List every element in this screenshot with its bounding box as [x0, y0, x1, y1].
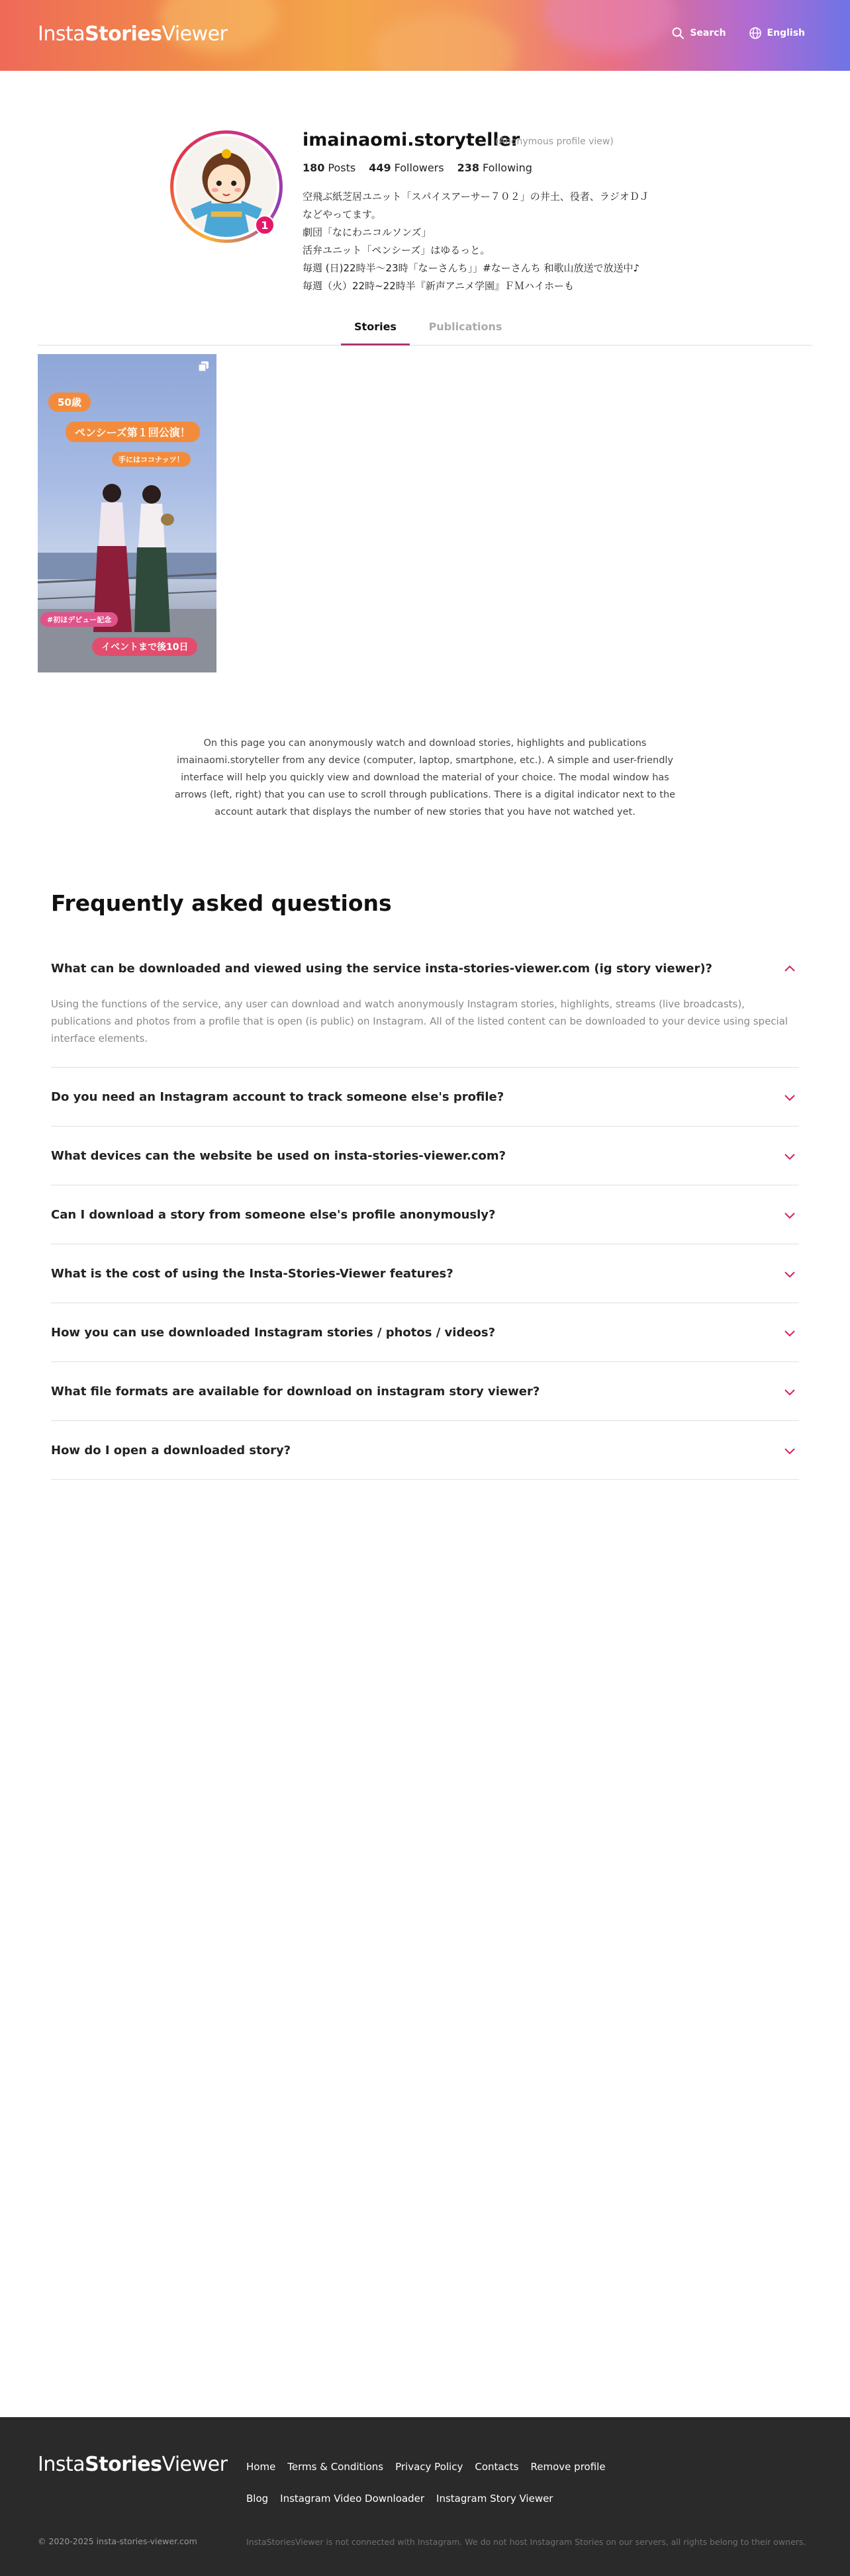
- faq-question[interactable]: Do you need an Instagram account to track someone else's profile?: [51, 1089, 504, 1104]
- story-thumbnail[interactable]: [38, 354, 216, 672]
- footer-link-terms[interactable]: Terms & Conditions: [287, 2461, 384, 2473]
- faq-answer: Using the functions of the service, any user can download and watch anonymously Instagram stories, highlights, streams (live broadcasts), publications and photos from a profile that is open (is public) on Instagram. All of the listed content can be downloaded to your device using special interface elements.: [51, 998, 788, 1044]
- faq-item[interactable]: [51, 1421, 799, 1480]
- header-decoration: [543, 0, 675, 53]
- tab-publications[interactable]: Publications: [428, 320, 502, 333]
- header-nav: [671, 26, 805, 40]
- language-button[interactable]: [749, 26, 805, 40]
- story-sticker: 50歳: [48, 392, 91, 412]
- faq-title: Frequently asked questions: [51, 890, 392, 916]
- faq-question[interactable]: What can be downloaded and viewed using the service insta-stories-viewer.com (ig story viewer)?: [51, 961, 712, 976]
- header-decoration: [371, 13, 516, 71]
- faq-item[interactable]: [51, 1244, 799, 1303]
- faq-item[interactable]: [51, 941, 799, 1068]
- faq-list: [51, 941, 799, 1480]
- chevron-down-icon[interactable]: [782, 1208, 797, 1222]
- chevron-down-icon[interactable]: [782, 1444, 797, 1458]
- globe-icon: [749, 26, 762, 40]
- faq-question[interactable]: What is the cost of using the Insta-Stories-Viewer features?: [51, 1266, 453, 1281]
- footer-link-contacts[interactable]: Contacts: [475, 2461, 519, 2473]
- story-sticker: 手にはココナッツ！: [112, 452, 191, 467]
- footer-link-blog[interactable]: Blog: [246, 2493, 269, 2505]
- chevron-down-icon[interactable]: [782, 1267, 797, 1281]
- profile-stats: [303, 161, 532, 174]
- footer-link-privacy[interactable]: Privacy Policy: [395, 2461, 463, 2473]
- search-label: Search: [690, 28, 726, 38]
- faq-item[interactable]: [51, 1303, 799, 1362]
- chevron-down-icon[interactable]: [782, 1326, 797, 1340]
- site-footer: [0, 2417, 850, 2576]
- footer-link-remove-profile[interactable]: Remove profile: [530, 2461, 606, 2473]
- footer-copyright: © 2020-2025 insta-stories-viewer.com: [38, 2536, 197, 2546]
- faq-question[interactable]: How do I open a downloaded story?: [51, 1443, 291, 1457]
- footer-logo[interactable]: InstaStoriesViewer: [38, 2453, 228, 2476]
- posts-stat: 180 Posts: [303, 161, 356, 174]
- footer-link-story-viewer[interactable]: Instagram Story Viewer: [436, 2493, 553, 2505]
- faq-item[interactable]: [51, 1185, 799, 1244]
- footer-link-home[interactable]: Home: [246, 2461, 276, 2473]
- new-stories-counter[interactable]: 1: [255, 215, 275, 235]
- followers-stat: 449 Followers: [369, 161, 444, 174]
- bio-line: 劇団「なにわニコルソンズ」: [303, 226, 432, 238]
- page-description: On this page you can anonymously watch and download stories, highlights and publications imainaomi.storyteller from any device (computer, laptop, smartphone, etc.). A simple and user-friendly interface will help you quickly view and download the material of your choice. The modal window has arrows (left, right) that you can use to scroll through publications. There is a digital indicator next to the account autark that displays the number of new stories that you have not watched yet.: [174, 738, 676, 817]
- faq-item[interactable]: [51, 1068, 799, 1127]
- content-tabs: [38, 315, 812, 345]
- faq-question[interactable]: What file formats are available for download on instagram story viewer?: [51, 1384, 540, 1399]
- footer-disclaimer: InstaStoriesViewer is not connected with Instagram. We do not host Instagram Stories on our servers, all rights belong to their owners.: [246, 2537, 806, 2547]
- search-button[interactable]: [671, 26, 726, 40]
- faq-question[interactable]: How you can use downloaded Instagram stories / photos / videos?: [51, 1325, 496, 1340]
- anonymous-view-label: (Anonymous profile view): [495, 136, 614, 147]
- footer-links: [246, 2461, 606, 2473]
- bio-line: 活弁ユニット「ペンシーズ」はゆるっと。: [303, 244, 491, 256]
- search-icon: [671, 26, 685, 40]
- language-label: English: [767, 28, 805, 38]
- story-sticker: ペンシーズ第１回公演！: [66, 422, 200, 442]
- profile-username: imainaomi.storyteller: [303, 130, 520, 150]
- bio-line: などやってます。: [303, 208, 381, 220]
- faq-item[interactable]: [51, 1362, 799, 1421]
- bio-line: 空飛ぶ紙芝居ユニット「スパイスアーサー７０２」の井土、役者、ラジオＤＪ: [303, 191, 649, 203]
- tab-stories[interactable]: Stories: [341, 320, 410, 345]
- faq-question[interactable]: What devices can the website be used on insta-stories-viewer.com?: [51, 1148, 506, 1163]
- site-header: [0, 0, 850, 71]
- story-sticker: #初ほデビュー記念: [40, 612, 118, 627]
- chevron-down-icon[interactable]: [782, 1385, 797, 1399]
- chevron-up-icon[interactable]: [782, 961, 797, 976]
- following-stat: 238 Following: [457, 161, 532, 174]
- footer-links-secondary: [246, 2493, 553, 2505]
- multiple-stories-icon: [197, 360, 211, 373]
- chevron-down-icon[interactable]: [782, 1149, 797, 1164]
- footer-link-video-downloader[interactable]: Instagram Video Downloader: [280, 2493, 425, 2505]
- profile-bio: [303, 188, 700, 295]
- story-sticker: イベントまで後10日: [92, 637, 197, 656]
- site-logo[interactable]: InstaStoriesViewer: [38, 23, 228, 46]
- chevron-down-icon[interactable]: [782, 1090, 797, 1105]
- bio-line: 毎週（火）22時~22時半『新声アニメ学園』ＦＭハイホーも: [303, 280, 574, 292]
- bio-line: 毎週 (日)22時半〜23時「なーさんち」」#なーさんち 和歌山放送で放送中♪: [303, 262, 640, 274]
- faq-item[interactable]: [51, 1127, 799, 1185]
- faq-question[interactable]: Can I download a story from someone else's profile anonymously?: [51, 1207, 496, 1222]
